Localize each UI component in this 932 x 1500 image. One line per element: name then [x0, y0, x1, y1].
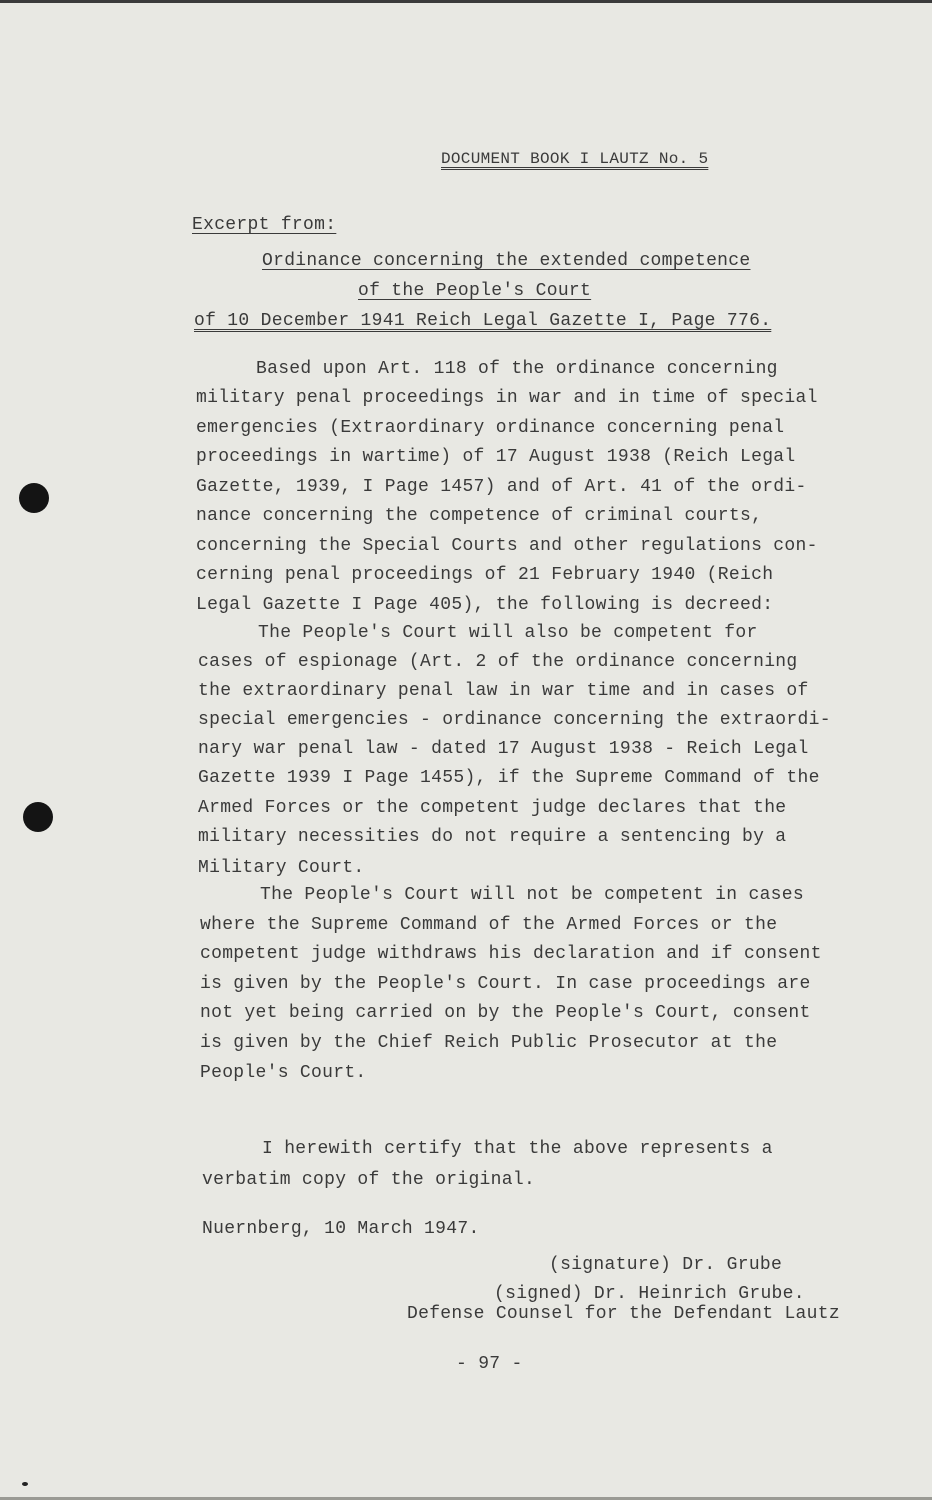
body-line: competent judge withdraws his declaration and if consent [200, 944, 822, 964]
place-date: Nuernberg, 10 March 1947. [202, 1219, 480, 1239]
body-line: cerning penal proceedings of 21 February 1940 (Reich [196, 565, 774, 585]
top-edge-shadow [0, 0, 932, 3]
title-line: of 10 December 1941 Reich Legal Gazette I, Page 776. [194, 311, 772, 331]
title-line: Ordinance concerning the extended competence [262, 251, 751, 271]
body-line: The People's Court will not be competent in cases [260, 885, 804, 905]
signature-line: (signature) Dr. Grube [549, 1255, 783, 1275]
body-line: Military Court. [198, 858, 365, 878]
body-line: special emergencies - ordinance concerning the extraordi- [198, 710, 831, 730]
punch-hole-lower [23, 802, 53, 832]
certification-line: verbatim copy of the original. [202, 1170, 536, 1190]
body-line: is given by the Chief Reich Public Prosecutor at the [200, 1033, 778, 1053]
body-line: nary war penal law - dated 17 August 1938 - Reich Legal [198, 739, 809, 759]
signed-by-line: (signed) Dr. Heinrich Grube. [494, 1284, 805, 1304]
body-line: Based upon Art. 118 of the ordinance concerning [256, 359, 778, 379]
body-line: The People's Court will also be competent for [258, 623, 758, 643]
body-line: the extraordinary penal law in war time and in cases of [198, 681, 809, 701]
body-line: concerning the Special Courts and other regulations con- [196, 536, 818, 556]
certification-line: I herewith certify that the above represents a [262, 1139, 773, 1159]
body-line: Legal Gazette I Page 405), the following is decreed: [196, 595, 774, 615]
body-line: where the Supreme Command of the Armed Forces or the [200, 915, 778, 935]
body-line: Gazette 1939 I Page 1455), if the Supreme Command of the [198, 768, 820, 788]
punch-hole-upper [19, 483, 49, 513]
document-book-header: DOCUMENT BOOK I LAUTZ No. 5 [441, 150, 709, 168]
body-line: People's Court. [200, 1063, 367, 1083]
title-line: of the People's Court [358, 281, 592, 301]
excerpt-label: Excerpt from: [192, 215, 337, 235]
body-line: military penal proceedings in war and in time of special [196, 388, 818, 408]
body-line: nance concerning the competence of criminal courts, [196, 506, 763, 526]
body-line: cases of espionage (Art. 2 of the ordinance concerning [198, 652, 798, 672]
page-number: - 97 - [456, 1354, 523, 1374]
body-line: emergencies (Extraordinary ordinance concerning penal [196, 418, 785, 438]
body-line: Armed Forces or the competent judge declares that the [198, 798, 787, 818]
body-line: is given by the People's Court. In case proceedings are [200, 974, 811, 994]
ink-speck [22, 1482, 28, 1486]
body-line: Gazette, 1939, I Page 1457) and of Art. 41 of the ordi- [196, 477, 807, 497]
body-line: not yet being carried on by the People's Court, consent [200, 1003, 811, 1023]
body-line: military necessities do not require a sentencing by a [198, 827, 787, 847]
body-line: proceedings in wartime) of 17 August 1938 (Reich Legal [196, 447, 796, 467]
counsel-role-line: Defense Counsel for the Defendant Lautz [407, 1304, 840, 1324]
